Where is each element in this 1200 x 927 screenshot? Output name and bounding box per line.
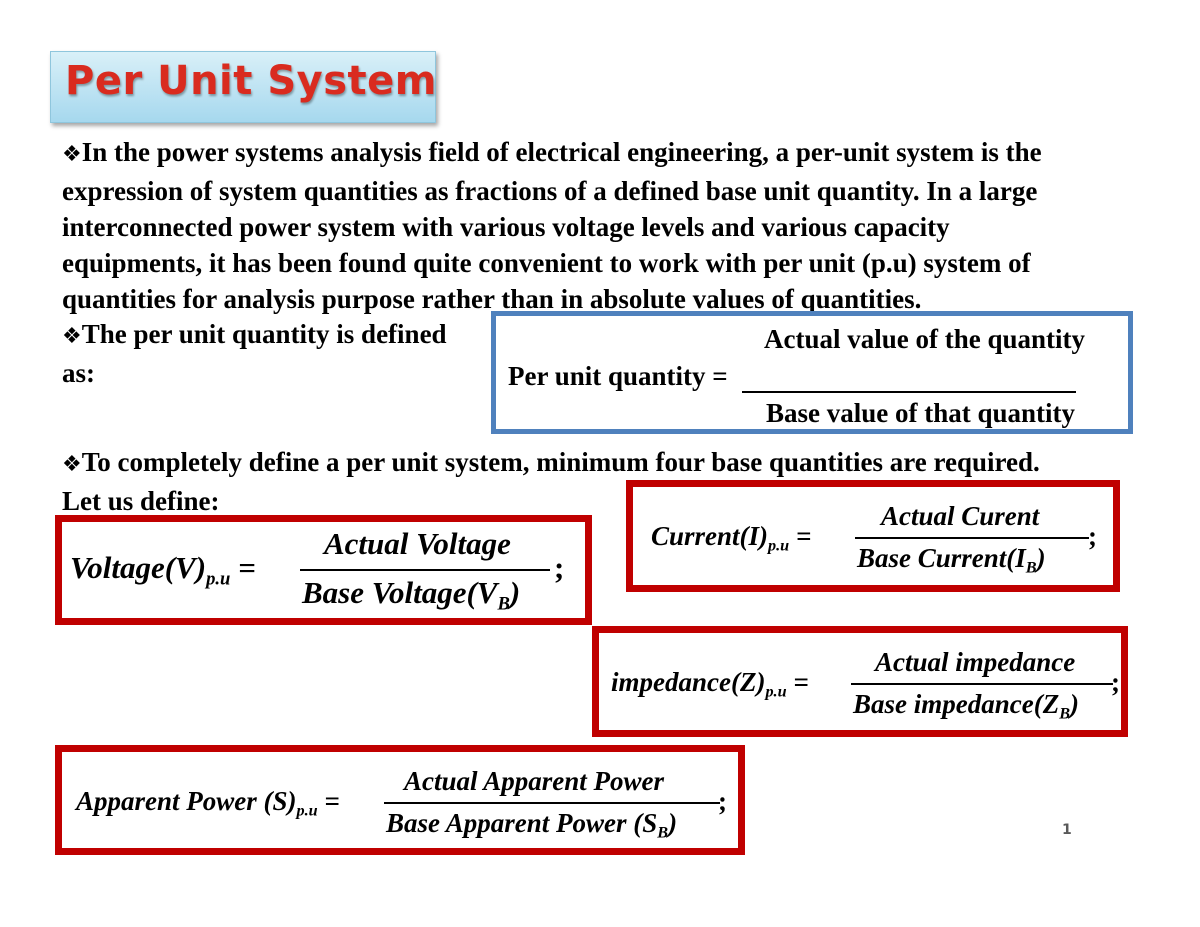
formula-left-side: Per unit quantity = — [508, 361, 728, 391]
diamond-bullet-icon: ❖ — [62, 452, 82, 477]
intro-first-line: ❖In the power systems analysis field of electrical engineering, a per-unit system is the — [62, 137, 1042, 167]
intro-line: quantities for analysis purpose rather than in absolute values of quantities. — [62, 284, 922, 314]
fraction-bar — [851, 683, 1113, 685]
voltage-denominator: Base $Voltage(V_B)$ — [302, 575, 521, 615]
page-number: 1 — [1062, 822, 1072, 838]
impedance-lhs: $impedance(Z)_{p.u}$ = — [611, 667, 809, 701]
current-numerator: Actual Curent — [881, 501, 1040, 531]
definition-text: ❖The per unit quantity is defined as: — [62, 319, 447, 388]
title-banner — [50, 51, 436, 123]
intro-line: interconnected power system with various voltage levels and various capacity — [62, 212, 950, 242]
formula-numerator: Actual value of the quantity — [764, 324, 1086, 354]
diamond-bullet-icon: ❖ — [62, 324, 82, 349]
fraction-bar — [742, 391, 1076, 393]
formula-denominator: Base value of that quantity — [766, 398, 1076, 428]
apparent-power-equation-box — [55, 745, 745, 855]
semicolon: ; — [718, 786, 727, 816]
per-unit-formula-box — [491, 311, 1133, 434]
apparent-power-numerator: Actual Apparent Power — [404, 766, 665, 796]
voltage-numerator: Actual Voltage — [324, 526, 511, 561]
semicolon: ; — [554, 550, 565, 585]
apparent-power-lhs: Apparent Power $(S)_{p.u}$ = — [76, 786, 340, 820]
current-denominator: Base $Current(I_B)$ — [857, 543, 1046, 577]
fraction-bar — [855, 537, 1089, 539]
per-unit-system-term: per-unit system — [795, 137, 975, 167]
impedance-equation-box — [592, 626, 1128, 737]
slide-title: Per Unit System — [65, 58, 437, 104]
intro-line: equipments, it has been found quite convenient to work with per unit (p.u) system of — [62, 248, 1031, 278]
diamond-bullet-icon: ❖ — [62, 142, 82, 167]
base-quantities-text: ❖To completely define a per unit system, minimum four base quantities are required. Let us define: — [62, 447, 1040, 516]
semicolon: ; — [1111, 667, 1120, 697]
fraction-bar — [384, 802, 720, 804]
impedance-numerator: Actual impedance — [875, 647, 1076, 677]
fraction-bar — [300, 569, 550, 571]
voltage-lhs: $Voltage(V)_{p.u}$ = — [70, 550, 256, 590]
current-equation-box — [626, 480, 1120, 592]
voltage-equation-box — [55, 515, 592, 625]
semicolon: ; — [1088, 521, 1097, 551]
impedance-denominator: Base $impedance(Z_B)$ — [853, 689, 1080, 723]
intro-paragraph — [62, 134, 1142, 317]
apparent-power-denominator: Base Apparent Power $(S_B)$ — [386, 808, 678, 842]
intro-line: expression of system quantities as fractions of a defined base unit quantity. In a large — [62, 176, 1038, 206]
current-lhs: $Current(I)_{p.u}$ = — [651, 521, 812, 555]
